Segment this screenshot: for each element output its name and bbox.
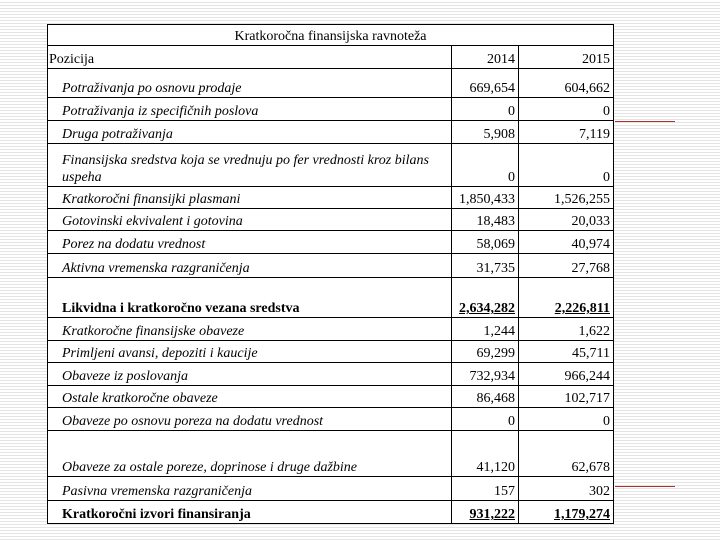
value-2015: 0 (519, 98, 614, 121)
row-label: Kratkoročni finansijki plasmani (48, 187, 452, 209)
value-2015: 62,678 (519, 431, 614, 477)
table-title: Kratkoročna finansijska ravnoteža (48, 25, 614, 46)
table-row (48, 98, 614, 121)
row-label: Obaveze za ostale poreze, doprinose i druge dažbine (48, 431, 452, 477)
value-2015: 7,119 (519, 121, 614, 144)
row-label: Likvidna i kratkoročno vezana sredstva (48, 278, 452, 318)
value-2015: 45,711 (519, 341, 614, 363)
value-2015: 0 (519, 144, 614, 187)
table-row (48, 408, 614, 431)
value-2014: 0 (452, 98, 519, 121)
header-pozicija: Pozicija (48, 46, 452, 69)
row-label: Obaveze iz poslovanja (48, 363, 452, 386)
row-label: Gotovinski ekvivalent i gotovina (48, 209, 452, 231)
table-row (48, 209, 614, 231)
row-label: Potraživanja po osnovu prodaje (48, 69, 452, 98)
value-2014: 931,222 (452, 501, 519, 524)
value-2014: 58,069 (452, 231, 519, 254)
balance-table (47, 24, 614, 524)
table-row (48, 121, 614, 144)
table-row (48, 69, 614, 98)
value-2015: 1,622 (519, 318, 614, 341)
value-2014: 5,908 (452, 121, 519, 144)
header-2014: 2014 (452, 46, 519, 69)
value-2015: 27,768 (519, 254, 614, 278)
decorative-line (615, 121, 675, 122)
value-2015: 1,526,255 (519, 187, 614, 209)
value-2014: 1,244 (452, 318, 519, 341)
table-row (48, 187, 614, 209)
value-2014: 0 (452, 144, 519, 187)
table-row (48, 144, 614, 187)
table-row (48, 254, 614, 278)
value-2014: 157 (452, 477, 519, 501)
table-row (48, 431, 614, 477)
value-2014: 732,934 (452, 363, 519, 386)
value-2015: 102,717 (519, 386, 614, 408)
value-2014: 86,468 (452, 386, 519, 408)
decorative-line (615, 486, 675, 487)
table-row (48, 363, 614, 386)
value-2014: 0 (452, 408, 519, 431)
row-label: Potraživanja iz specifičnih poslova (48, 98, 452, 121)
value-2015: 966,244 (519, 363, 614, 386)
row-label: Primljeni avansi, depoziti i kaucije (48, 341, 452, 363)
value-2015: 604,662 (519, 69, 614, 98)
value-2014: 2,634,282 (452, 278, 519, 318)
row-label: Kratkoročni izvori finansiranja (48, 501, 452, 524)
row-label: Pasivna vremenska razgraničenja (48, 477, 452, 501)
table-row (48, 386, 614, 408)
value-2015: 20,033 (519, 209, 614, 231)
value-2014: 31,735 (452, 254, 519, 278)
value-2015: 0 (519, 408, 614, 431)
header-2015: 2015 (519, 46, 614, 69)
row-label: Aktivna vremenska razgraničenja (48, 254, 452, 278)
value-2015: 2,226,811 (519, 278, 614, 318)
row-label: Kratkoročne finansijske obaveze (48, 318, 452, 341)
row-label: Porez na dodatu vrednost (48, 231, 452, 254)
row-label: Finansijska sredstva koja se vrednuju po fer vrednosti kroz bilans uspeha (48, 144, 452, 187)
value-2015: 1,179,274 (519, 501, 614, 524)
row-label: Obaveze po osnovu poreza na dodatu vrednost (48, 408, 452, 431)
table-row (48, 318, 614, 341)
row-label: Druga potraživanja (48, 121, 452, 144)
value-2014: 18,483 (452, 209, 519, 231)
value-2014: 669,654 (452, 69, 519, 98)
value-2015: 40,974 (519, 231, 614, 254)
table-row (48, 341, 614, 363)
row-label: Ostale kratkoročne obaveze (48, 386, 452, 408)
table-row (48, 477, 614, 501)
value-2014: 69,299 (452, 341, 519, 363)
table-row (48, 501, 614, 524)
table-row (48, 231, 614, 254)
value-2014: 1,850,433 (452, 187, 519, 209)
value-2015: 302 (519, 477, 614, 501)
table-row (48, 278, 614, 318)
value-2014: 41,120 (452, 431, 519, 477)
